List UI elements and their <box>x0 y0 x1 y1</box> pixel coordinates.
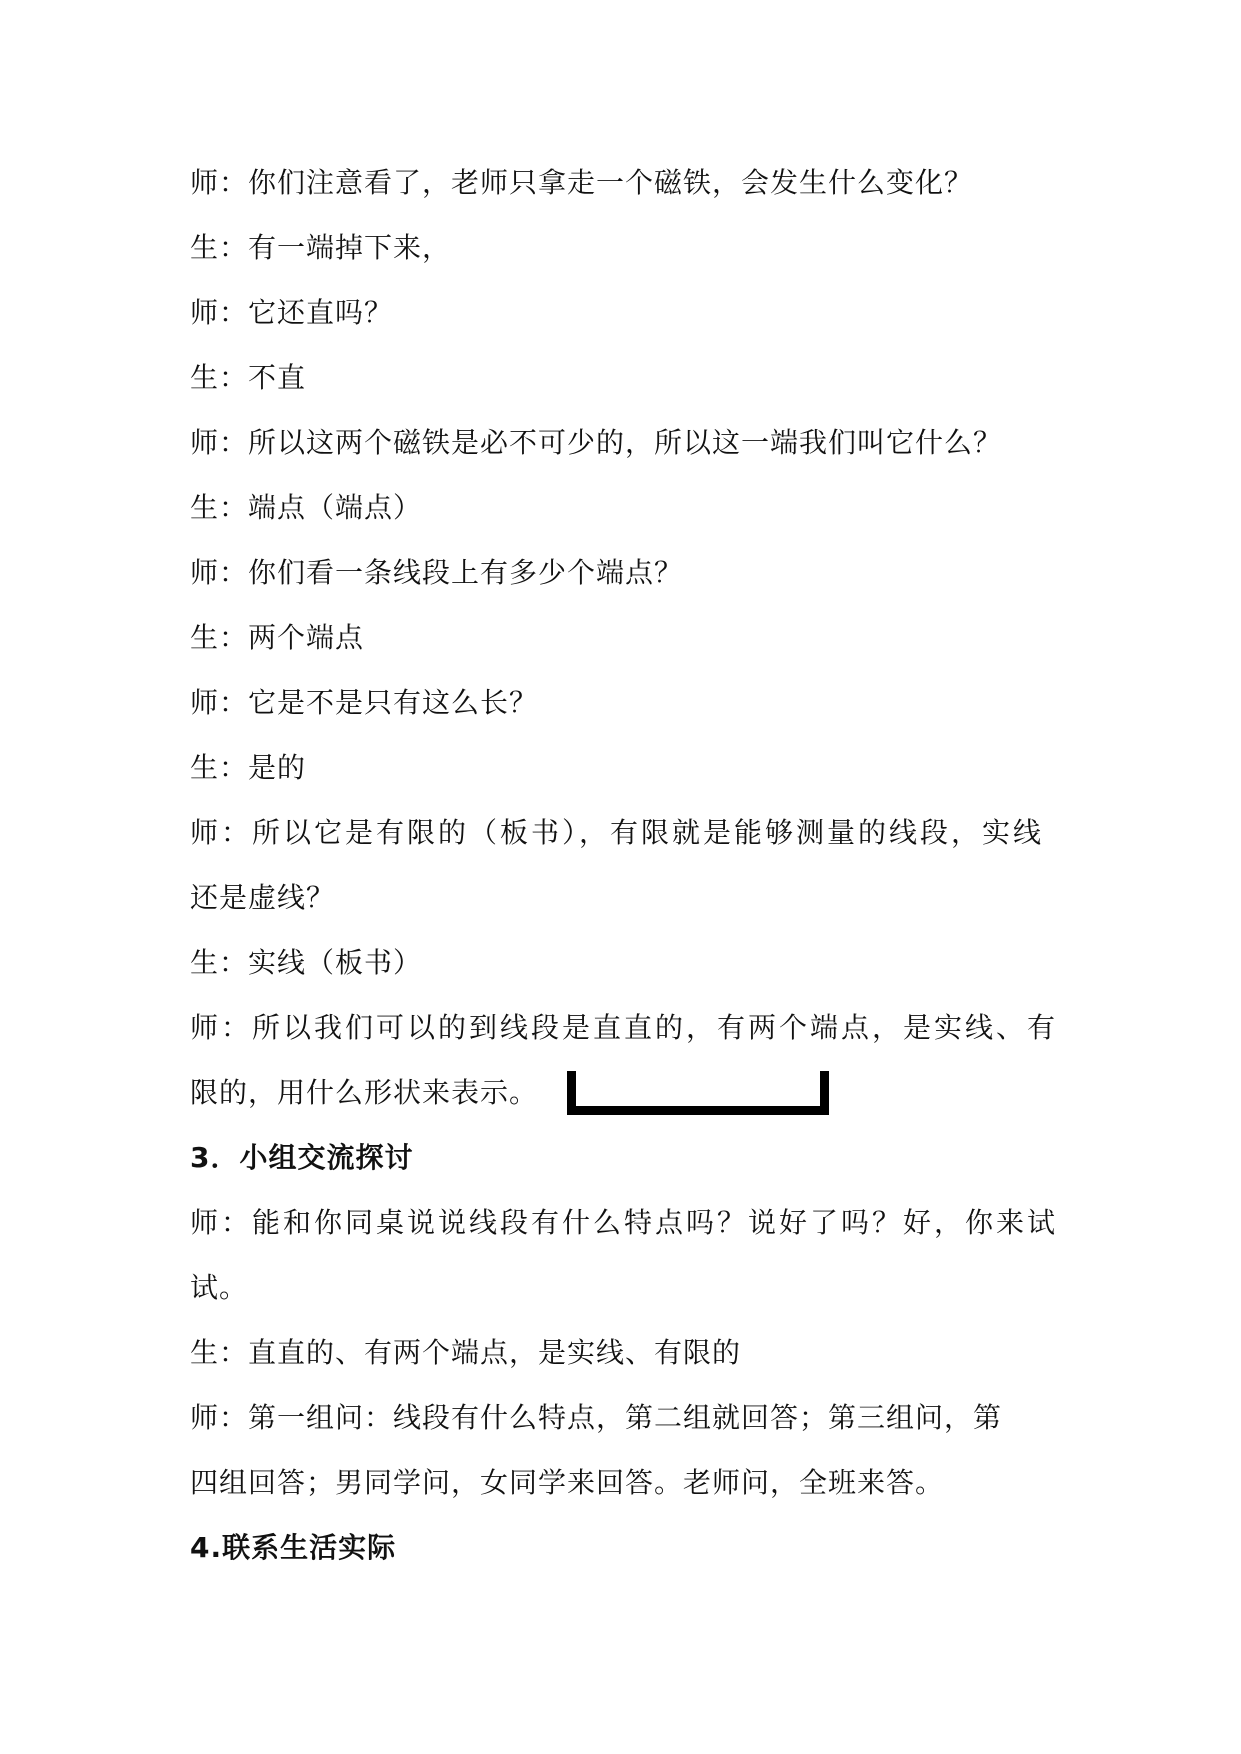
dialogue-line-8: 生：两个端点 <box>190 621 365 654</box>
dialogue-line-7: 师：你们看一条线段上有多少个端点？ <box>190 556 684 589</box>
dialogue-line-2: 生：有一端掉下来， <box>190 231 452 264</box>
dialogue-line-6: 生：端点（端点） <box>190 491 423 524</box>
line-segment-figure <box>567 1071 829 1115</box>
dialogue-line-1: 师：你们注意看了，老师只拿走一个磁铁，会发生什么变化？ <box>190 166 974 199</box>
dialogue-line-11: 师：所以它是有限的（板书），有限就是能够测量的线段，实线 <box>190 816 1045 849</box>
dialogue-line-13: 生：实线（板书） <box>190 946 423 979</box>
dialogue-line-10: 生：是的 <box>190 751 307 784</box>
section-3-line-2: 试。 <box>190 1271 249 1304</box>
dialogue-line-4: 生：不直 <box>190 361 307 394</box>
section-3-line-1: 师：能和你同桌说说线段有什么特点吗？说好了吗？好，你来试 <box>190 1206 1059 1239</box>
section-3-line-4: 师：第一组问：线段有什么特点，第二组就回答；第三组问，第 <box>190 1401 1003 1434</box>
dialogue-line-12: 还是虚线？ <box>190 881 336 914</box>
section-3-heading: 3．小组交流探讨 <box>190 1141 414 1174</box>
section-4-heading: 4.联系生活实际 <box>190 1531 397 1564</box>
dialogue-line-14: 师：所以我们可以的到线段是直直的，有两个端点，是实线、有 <box>190 1011 1059 1044</box>
dialogue-line-5: 师：所以这两个磁铁是必不可少的，所以这一端我们叫它什么？ <box>190 426 1003 459</box>
dialogue-line-3: 师：它还直吗？ <box>190 296 394 329</box>
section-3-line-5: 四组回答；男同学问，女同学来回答。老师问，全班来答。 <box>190 1466 945 1499</box>
dialogue-line-15: 限的，用什么形状来表示。 <box>190 1076 539 1109</box>
segment-body <box>567 1106 829 1115</box>
dialogue-line-9: 师：它是不是只有这么长？ <box>190 686 539 719</box>
section-3-line-3: 生：直直的、有两个端点，是实线、有限的 <box>190 1336 742 1369</box>
segment-right-endpoint <box>820 1071 829 1115</box>
